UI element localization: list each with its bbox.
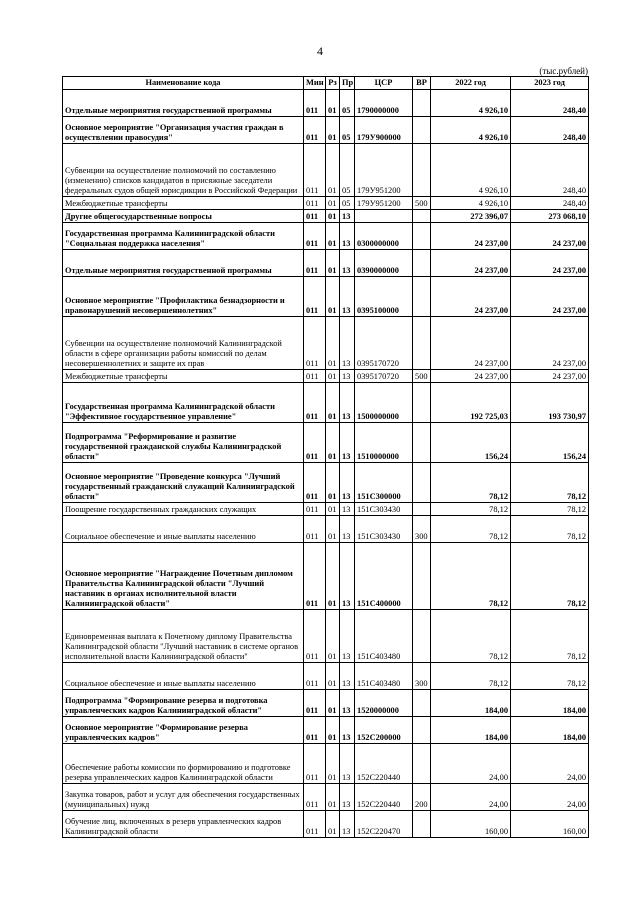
table-row xyxy=(63,197,589,210)
cell-rz: 01 xyxy=(326,503,340,516)
header-pr: Пр xyxy=(340,77,355,90)
cell-rz: 01 xyxy=(326,370,340,383)
table-row xyxy=(63,811,589,838)
cell-pr: 13 xyxy=(340,543,355,610)
cell-min: 011 xyxy=(304,610,326,663)
cell-pr: 13 xyxy=(340,383,355,423)
cell-y2023: 248,40 xyxy=(511,90,589,117)
cell-y2023: 184,00 xyxy=(511,717,589,744)
cell-min: 011 xyxy=(304,144,326,197)
table-row xyxy=(63,223,589,250)
header-csr: ЦСР xyxy=(355,77,413,90)
cell-csr: 151С403480 xyxy=(355,610,413,663)
cell-name: Социальное обеспечение и иные выплаты населению xyxy=(63,516,304,543)
cell-csr xyxy=(355,210,413,223)
table-row xyxy=(63,117,589,144)
cell-min: 011 xyxy=(304,811,326,838)
cell-rz: 01 xyxy=(326,423,340,463)
cell-min: 011 xyxy=(304,784,326,811)
cell-min: 011 xyxy=(304,90,326,117)
cell-vr xyxy=(413,383,431,423)
cell-csr: 151С303430 xyxy=(355,503,413,516)
cell-rz: 01 xyxy=(326,223,340,250)
cell-y2022: 192 725,03 xyxy=(431,383,511,423)
cell-name: Основное мероприятие "Организация участия граждан в осуществлении правосудия" xyxy=(63,117,304,144)
cell-name: Субвенции на осуществление полномочий по составлению (изменению) списков кандидатов в присяжные заседатели федеральных судов общей юрисдикции в Российской Федерации xyxy=(63,144,304,197)
cell-vr xyxy=(413,144,431,197)
cell-vr xyxy=(413,250,431,277)
cell-csr: 151С300000 xyxy=(355,463,413,503)
cell-y2022: 4 926,10 xyxy=(431,90,511,117)
cell-min: 011 xyxy=(304,317,326,370)
cell-y2022: 184,00 xyxy=(431,690,511,717)
cell-rz: 01 xyxy=(326,610,340,663)
table-row xyxy=(63,663,589,690)
cell-pr: 13 xyxy=(340,210,355,223)
cell-rz: 01 xyxy=(326,543,340,610)
cell-rz: 01 xyxy=(326,210,340,223)
cell-vr xyxy=(413,463,431,503)
cell-min: 011 xyxy=(304,210,326,223)
cell-y2023: 78,12 xyxy=(511,663,589,690)
cell-vr xyxy=(413,210,431,223)
cell-vr xyxy=(413,811,431,838)
cell-y2023: 193 730,97 xyxy=(511,383,589,423)
cell-pr: 05 xyxy=(340,90,355,117)
table-row xyxy=(63,503,589,516)
cell-pr: 13 xyxy=(340,223,355,250)
cell-csr: 179У951200 xyxy=(355,197,413,210)
cell-y2022: 156,24 xyxy=(431,423,511,463)
cell-pr: 05 xyxy=(340,144,355,197)
cell-pr: 05 xyxy=(340,197,355,210)
header-vr: ВР xyxy=(413,77,431,90)
table-row xyxy=(63,317,589,370)
cell-y2022: 78,12 xyxy=(431,663,511,690)
table-header-row xyxy=(63,77,589,90)
cell-min: 011 xyxy=(304,277,326,317)
cell-rz: 01 xyxy=(326,317,340,370)
cell-rz: 01 xyxy=(326,516,340,543)
cell-pr: 13 xyxy=(340,317,355,370)
cell-name: Отдельные мероприятия государственной программы xyxy=(63,90,304,117)
table-row xyxy=(63,90,589,117)
cell-csr: 0395170720 xyxy=(355,370,413,383)
cell-vr: 300 xyxy=(413,516,431,543)
cell-csr: 151С303430 xyxy=(355,516,413,543)
cell-vr: 500 xyxy=(413,197,431,210)
table-row xyxy=(63,717,589,744)
cell-name: Обучение лиц, включенных в резерв управленческих кадров Калининградской области xyxy=(63,811,304,838)
cell-y2023: 78,12 xyxy=(511,543,589,610)
cell-name: Единовременная выплата к Почетному диплому Правительства Калининградской области "Лучший наставник в системе органов исполнительной власти Калининградской области" xyxy=(63,610,304,663)
cell-rz: 01 xyxy=(326,463,340,503)
cell-rz: 01 xyxy=(326,744,340,784)
cell-pr: 13 xyxy=(340,516,355,543)
cell-name: Основное мероприятие "Профилактика безнадзорности и правонарушений несовершеннолетних" xyxy=(63,277,304,317)
cell-vr xyxy=(413,423,431,463)
cell-vr: 200 xyxy=(413,784,431,811)
cell-y2022: 24 237,00 xyxy=(431,250,511,277)
cell-min: 011 xyxy=(304,197,326,210)
cell-vr xyxy=(413,690,431,717)
cell-pr: 13 xyxy=(340,277,355,317)
cell-name: Социальное обеспечение и иные выплаты населению xyxy=(63,663,304,690)
cell-rz: 01 xyxy=(326,383,340,423)
cell-vr xyxy=(413,117,431,144)
cell-y2023: 160,00 xyxy=(511,811,589,838)
cell-rz: 01 xyxy=(326,717,340,744)
cell-y2023: 24 237,00 xyxy=(511,223,589,250)
cell-y2023: 78,12 xyxy=(511,610,589,663)
cell-rz: 01 xyxy=(326,784,340,811)
cell-y2023: 24 237,00 xyxy=(511,317,589,370)
cell-name: Подпрограмма "Реформирование и развитие государственной гражданской службы Калининградской области" xyxy=(63,423,304,463)
cell-csr: 1790000000 xyxy=(355,90,413,117)
cell-pr: 13 xyxy=(340,744,355,784)
cell-y2022: 78,12 xyxy=(431,463,511,503)
table-row xyxy=(63,383,589,423)
header-min: Мин xyxy=(304,77,326,90)
cell-csr: 1510000000 xyxy=(355,423,413,463)
cell-vr xyxy=(413,717,431,744)
table-row xyxy=(63,144,589,197)
cell-y2022: 24 237,00 xyxy=(431,277,511,317)
cell-y2023: 24 237,00 xyxy=(511,250,589,277)
cell-pr: 13 xyxy=(340,784,355,811)
cell-vr xyxy=(413,317,431,370)
table-row xyxy=(63,543,589,610)
cell-y2022: 78,12 xyxy=(431,503,511,516)
header-2022: 2022 год xyxy=(431,77,511,90)
cell-min: 011 xyxy=(304,663,326,690)
cell-vr xyxy=(413,744,431,784)
cell-y2023: 24 237,00 xyxy=(511,277,589,317)
cell-csr: 151С400000 xyxy=(355,543,413,610)
cell-name: Отдельные мероприятия государственной программы xyxy=(63,250,304,277)
header-name: Наименование кода xyxy=(63,77,304,90)
cell-min: 011 xyxy=(304,250,326,277)
cell-csr: 0300000000 xyxy=(355,223,413,250)
cell-vr xyxy=(413,503,431,516)
cell-csr: 179У951200 xyxy=(355,144,413,197)
cell-csr: 152С220470 xyxy=(355,811,413,838)
cell-y2023: 78,12 xyxy=(511,503,589,516)
budget-table xyxy=(62,76,589,838)
cell-y2022: 272 396,07 xyxy=(431,210,511,223)
page-number: 4 xyxy=(317,44,323,58)
cell-vr: 300 xyxy=(413,663,431,690)
cell-y2022: 24 237,00 xyxy=(431,223,511,250)
table-row xyxy=(63,516,589,543)
cell-rz: 01 xyxy=(326,90,340,117)
cell-name: Закупка товаров, работ и услуг для обеспечения государственных (муниципальных) нужд xyxy=(63,784,304,811)
cell-y2022: 4 926,10 xyxy=(431,197,511,210)
cell-min: 011 xyxy=(304,423,326,463)
table-row xyxy=(63,423,589,463)
cell-y2022: 24 237,00 xyxy=(431,370,511,383)
table-row xyxy=(63,463,589,503)
cell-rz: 01 xyxy=(326,250,340,277)
cell-name: Подпрограмма "Формирование резерва и подготовка управленческих кадров Калининградской области" xyxy=(63,690,304,717)
cell-vr: 500 xyxy=(413,370,431,383)
cell-rz: 01 xyxy=(326,811,340,838)
cell-vr xyxy=(413,90,431,117)
cell-min: 011 xyxy=(304,383,326,423)
cell-rz: 01 xyxy=(326,144,340,197)
cell-y2022: 184,00 xyxy=(431,717,511,744)
cell-y2023: 273 068,10 xyxy=(511,210,589,223)
cell-csr: 0395170720 xyxy=(355,317,413,370)
table-row xyxy=(63,784,589,811)
cell-pr: 13 xyxy=(340,663,355,690)
cell-pr: 13 xyxy=(340,463,355,503)
cell-y2022: 24 237,00 xyxy=(431,317,511,370)
cell-min: 011 xyxy=(304,516,326,543)
cell-csr: 0390000000 xyxy=(355,250,413,277)
cell-csr: 0395100000 xyxy=(355,277,413,317)
cell-y2022: 78,12 xyxy=(431,516,511,543)
cell-vr xyxy=(413,223,431,250)
cell-rz: 01 xyxy=(326,197,340,210)
cell-y2022: 24,00 xyxy=(431,784,511,811)
cell-rz: 01 xyxy=(326,277,340,317)
cell-y2023: 248,40 xyxy=(511,144,589,197)
cell-pr: 13 xyxy=(340,423,355,463)
cell-y2023: 248,40 xyxy=(511,197,589,210)
cell-name: Поощрение государственных гражданских служащих xyxy=(63,503,304,516)
cell-name: Межбюджетные трансферты xyxy=(63,370,304,383)
cell-csr: 152С220440 xyxy=(355,744,413,784)
cell-name: Основное мероприятие "Награждение Почетным дипломом Правительства Калининградской области "Лучший наставник в органах исполнительной власти Калининградской области" xyxy=(63,543,304,610)
cell-name: Межбюджетные трансферты xyxy=(63,197,304,210)
cell-y2022: 160,00 xyxy=(431,811,511,838)
cell-min: 011 xyxy=(304,370,326,383)
cell-name: Основное мероприятие "Формирование резерва управленческих кадров" xyxy=(63,717,304,744)
cell-min: 011 xyxy=(304,223,326,250)
cell-y2022: 4 926,10 xyxy=(431,117,511,144)
cell-csr: 151С403480 xyxy=(355,663,413,690)
cell-min: 011 xyxy=(304,543,326,610)
cell-csr: 1500000000 xyxy=(355,383,413,423)
cell-pr: 13 xyxy=(340,717,355,744)
cell-vr xyxy=(413,610,431,663)
table-row xyxy=(63,370,589,383)
cell-pr: 13 xyxy=(340,370,355,383)
cell-y2023: 78,12 xyxy=(511,516,589,543)
cell-csr: 152С220440 xyxy=(355,784,413,811)
cell-min: 011 xyxy=(304,690,326,717)
cell-csr: 1520000000 xyxy=(355,690,413,717)
cell-y2022: 78,12 xyxy=(431,610,511,663)
cell-min: 011 xyxy=(304,503,326,516)
cell-y2023: 24,00 xyxy=(511,784,589,811)
cell-vr xyxy=(413,277,431,317)
cell-min: 011 xyxy=(304,717,326,744)
table-row xyxy=(63,277,589,317)
table-row xyxy=(63,610,589,663)
cell-min: 011 xyxy=(304,463,326,503)
cell-csr: 152С200000 xyxy=(355,717,413,744)
cell-rz: 01 xyxy=(326,663,340,690)
cell-pr: 13 xyxy=(340,811,355,838)
cell-pr: 13 xyxy=(340,503,355,516)
cell-y2022: 24,00 xyxy=(431,744,511,784)
cell-y2022: 78,12 xyxy=(431,543,511,610)
cell-y2023: 248,40 xyxy=(511,117,589,144)
cell-pr: 13 xyxy=(340,690,355,717)
cell-y2023: 24,00 xyxy=(511,744,589,784)
cell-name: Обеспечение работы комиссии по формированию и подготовке резерва управленческих кадров Калининградской области xyxy=(63,744,304,784)
cell-y2022: 4 926,10 xyxy=(431,144,511,197)
table-row xyxy=(63,690,589,717)
cell-min: 011 xyxy=(304,744,326,784)
cell-y2023: 78,12 xyxy=(511,463,589,503)
header-2023: 2023 год xyxy=(511,77,589,90)
cell-csr: 179У900000 xyxy=(355,117,413,144)
header-rz: Рз xyxy=(326,77,340,90)
cell-name: Государственная программа Калининградской области "Социальная поддержка населения" xyxy=(63,223,304,250)
cell-y2023: 184,00 xyxy=(511,690,589,717)
cell-y2023: 156,24 xyxy=(511,423,589,463)
table-row xyxy=(63,250,589,277)
cell-min: 011 xyxy=(304,117,326,144)
table-row xyxy=(63,744,589,784)
cell-name: Другие общегосударственные вопросы xyxy=(63,210,304,223)
table-row xyxy=(63,210,589,223)
cell-name: Субвенции на осуществление полномочий Калининградской области в сфере организации работы комиссий по делам несовершеннолетних и защите их прав xyxy=(63,317,304,370)
cell-name: Государственная программа Калининградской области "Эффективное государственное управление" xyxy=(63,383,304,423)
cell-pr: 13 xyxy=(340,250,355,277)
cell-rz: 01 xyxy=(326,690,340,717)
cell-rz: 01 xyxy=(326,117,340,144)
cell-name: Основное мероприятие "Проведение конкурса "Лучший государственный гражданский служащий Калининградской области" xyxy=(63,463,304,503)
units-label: (тыс.рублей) xyxy=(539,66,588,76)
cell-vr xyxy=(413,543,431,610)
cell-pr: 05 xyxy=(340,117,355,144)
cell-pr: 13 xyxy=(340,610,355,663)
cell-y2023: 24 237,00 xyxy=(511,370,589,383)
